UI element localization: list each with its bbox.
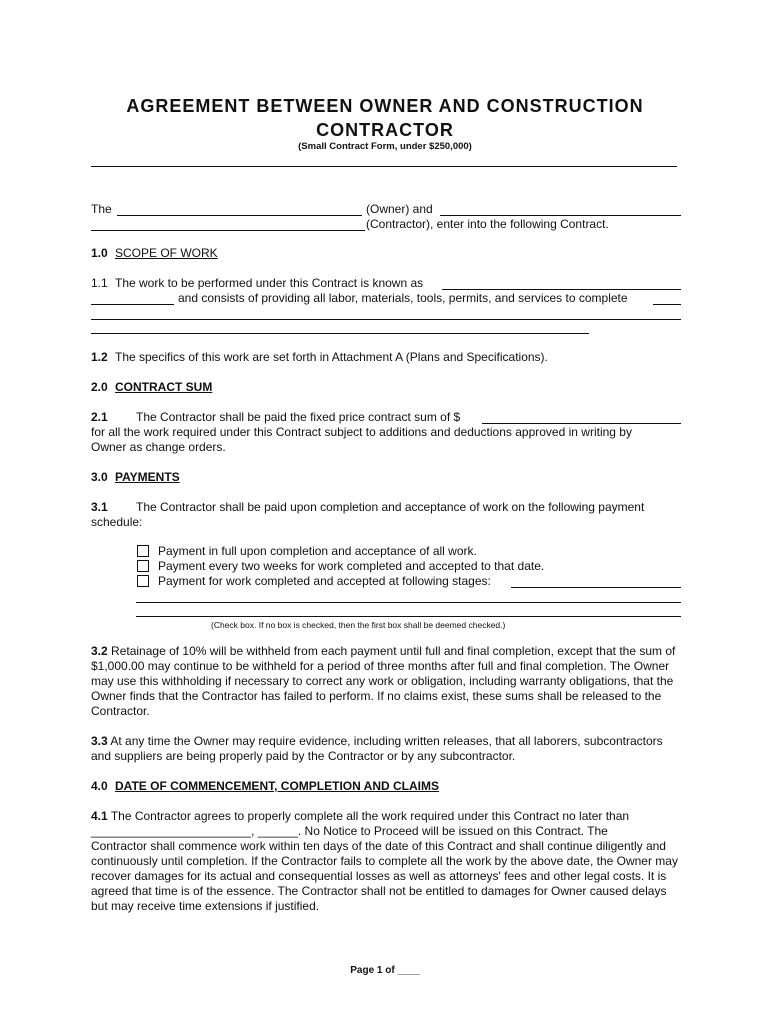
payment-option-1-label: Payment in full upon completion and acceptance of all work. bbox=[158, 544, 477, 558]
p41-number: 4.1 bbox=[91, 809, 108, 823]
payment-option-2-checkbox[interactable] bbox=[137, 560, 149, 572]
p21-number: 2.1 bbox=[91, 410, 108, 424]
project-name-field-a[interactable] bbox=[442, 289, 681, 290]
p21-text-b: for all the work required under this Contract subject to additions and deductions approved in writing by bbox=[91, 425, 632, 439]
title-line-1: AGREEMENT BETWEEN OWNER AND CONSTRUCTION bbox=[126, 96, 644, 116]
p33-number: 3.3 bbox=[91, 734, 108, 748]
p31-number: 3.1 bbox=[91, 500, 108, 514]
p32-paragraph bbox=[91, 644, 681, 719]
p21-text-c: Owner as change orders. bbox=[91, 440, 226, 454]
title-line-2: CONTRACTOR bbox=[316, 120, 454, 140]
p31-text-b: schedule: bbox=[91, 515, 143, 529]
section-2-heading: CONTRACT SUM bbox=[115, 380, 213, 394]
p41-text-b: ________________________, ______. No Notice to Proceed will be issued on this Contract. The bbox=[91, 824, 608, 838]
payment-option-2-label: Payment every two weeks for work completed and accepted to that date. bbox=[158, 559, 545, 573]
p41-line-1 bbox=[91, 809, 629, 824]
p11-text-a: The work to be performed under this Contract is known as bbox=[115, 276, 424, 290]
p31-text-a: The Contractor shall be paid upon completion and acceptance of work on the following payment bbox=[136, 500, 645, 514]
scope-field-b[interactable] bbox=[91, 319, 681, 320]
parties-owner-and: (Owner) and bbox=[366, 202, 433, 216]
p33-text: At any time the Owner may require evidence, including written releases, that all laborers, subcontractors and suppliers are being properly paid by the Contractor or by any subcontractor. bbox=[91, 734, 663, 763]
p12-text: The specifics of this work are set forth in Attachment A (Plans and Specifications). bbox=[115, 350, 548, 364]
section-4-heading: DATE OF COMMENCEMENT, COMPLETION AND CLAIMS bbox=[115, 779, 439, 793]
contract-sum-field[interactable] bbox=[482, 423, 681, 424]
payment-option-3-label: Payment for work completed and accepted at following stages: bbox=[158, 574, 491, 588]
p11-number: 1.1 bbox=[91, 276, 108, 290]
payment-option-1-checkbox[interactable] bbox=[137, 545, 149, 557]
page-number: Page 1 of ____ bbox=[350, 965, 420, 976]
parties-contractor: (Contractor), enter into the following Contract. bbox=[366, 217, 609, 231]
parties-the: The bbox=[91, 202, 112, 216]
p41-text-a: The Contractor agrees to properly complete all the work required under this Contract no later than bbox=[110, 809, 630, 823]
section-3-heading: PAYMENTS bbox=[115, 470, 180, 484]
section-1-number: 1.0 bbox=[91, 246, 108, 260]
section-4-number: 4.0 bbox=[91, 779, 108, 793]
owner-name-field[interactable] bbox=[117, 215, 362, 216]
p41-text-c: Contractor shall commence work within ten days of the date of this Contract and shall continue diligently and continuously until completion. If the Contractor fails to complete all the work by the above date, the Owner may recover damages for its actual and consequential losses as well as attorneys' fees and other legal costs. It is agreed that time is of the essence. The Contractor shall not be entitled to damages for Owner caused delays but may receive time extensions if justified. bbox=[91, 839, 678, 913]
p11-text-b: and consists of providing all labor, materials, tools, permits, and services to complete bbox=[178, 291, 628, 305]
p12-number: 1.2 bbox=[91, 350, 108, 364]
stages-field-a[interactable] bbox=[511, 587, 681, 588]
section-2-number: 2.0 bbox=[91, 380, 108, 394]
payment-option-3-checkbox[interactable] bbox=[137, 575, 149, 587]
checkbox-note: (Check box. If no box is checked, then the first box shall be deemed checked.) bbox=[211, 620, 506, 630]
stages-field-b[interactable] bbox=[136, 602, 681, 603]
p32-number: 3.2 bbox=[91, 644, 108, 658]
p33-paragraph bbox=[91, 734, 681, 764]
p32-text: Retainage of 10% will be withheld from each payment until full and final completion, except that the sum of $1,000.00 may continue to be withheld for a period of three months after full and final completion. The Owner may use this withholding if necessary to correct any work or obligation, including warranty obligations, that the Owner finds that the Contractor has failed to perform. If no claims exist, these sums shall be released to the Contractor. bbox=[91, 644, 676, 718]
scope-field-c[interactable] bbox=[91, 333, 589, 334]
scope-field-a[interactable] bbox=[653, 304, 681, 305]
contractor-name-field-a[interactable] bbox=[440, 215, 681, 216]
p21-text-a: The Contractor shall be paid the fixed price contract sum of $ bbox=[136, 410, 461, 424]
contractor-name-field-b[interactable] bbox=[91, 230, 365, 231]
subtitle: (Small Contract Form, under $250,000) bbox=[298, 141, 472, 152]
section-3-number: 3.0 bbox=[91, 470, 108, 484]
project-name-field-b[interactable] bbox=[91, 304, 174, 305]
stages-field-c[interactable] bbox=[136, 616, 681, 617]
section-1-heading: SCOPE OF WORK bbox=[115, 246, 218, 260]
header-rule bbox=[91, 166, 677, 167]
